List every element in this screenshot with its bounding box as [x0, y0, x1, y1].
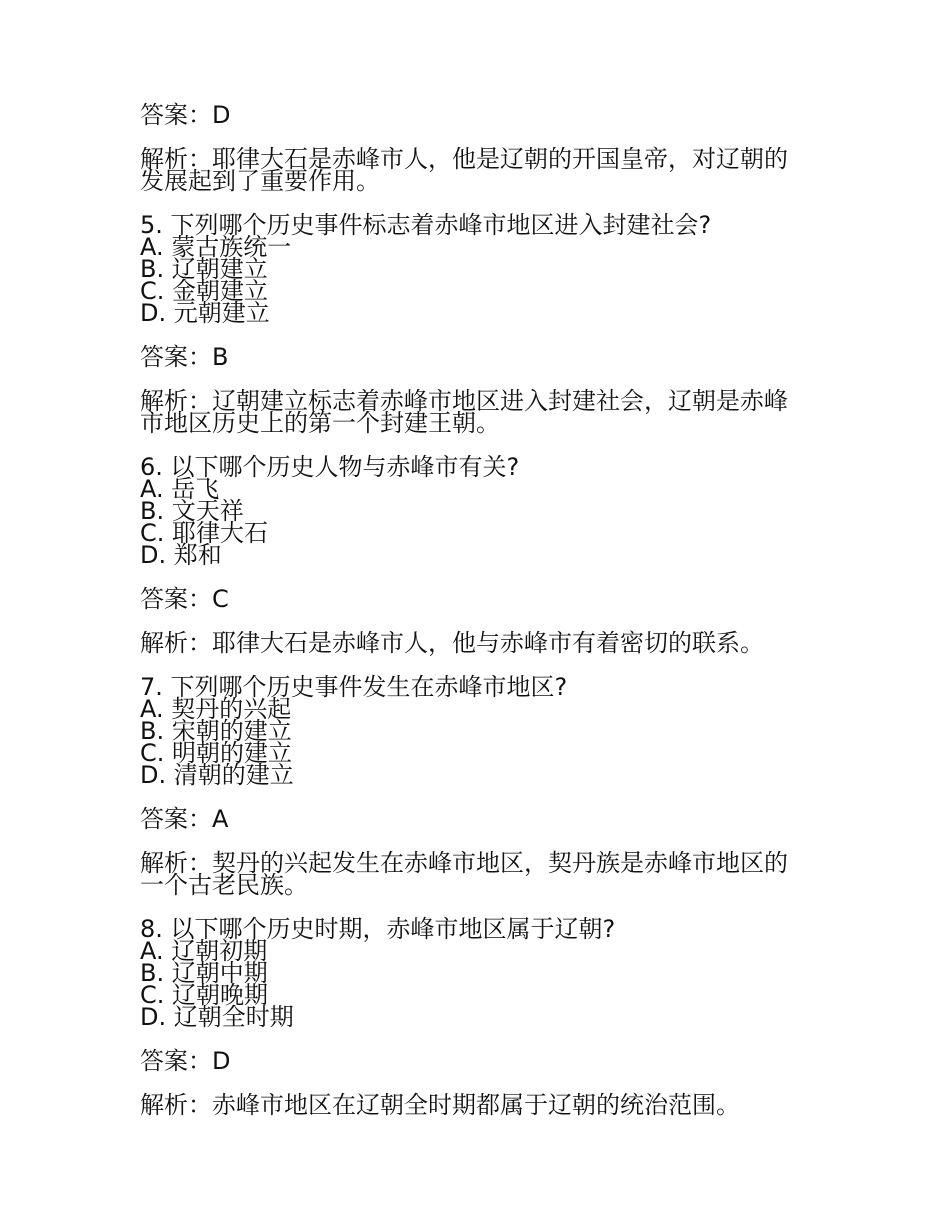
q8-answer: 答案：D [140, 1047, 231, 1075]
q6-option-c: C. 耶律大石 [140, 519, 269, 547]
q6-option-b: B. 文天祥 [140, 497, 244, 525]
q5-option-b: B. 辽朝建立 [140, 255, 268, 283]
q8-option-c: C. 辽朝晚期 [140, 981, 269, 1009]
q4-answer: 答案：D [140, 101, 231, 129]
q7-analysis-line-1: 解析：契丹的兴起发生在赤峰市地区，契丹族是赤峰市地区的 [140, 849, 788, 877]
q7-option-b: B. 宋朝的建立 [140, 717, 292, 745]
q6-answer: 答案：C [140, 585, 229, 613]
q6-option-d: D. 郑和 [140, 541, 222, 569]
q8-option-d: D. 辽朝全时期 [140, 1003, 294, 1031]
spacer [140, 1028, 830, 1050]
q8-analysis-line-1: 解析：赤峰市地区在辽朝全时期都属于辽朝的统治范围。 [140, 1091, 740, 1119]
q5-analysis-line-1: 解析：辽朝建立标志着赤峰市地区进入封建社会，辽朝是赤峰 [140, 387, 788, 415]
q6-option-a: A. 岳飞 [140, 475, 220, 503]
q7-question: 7. 下列哪个历史事件发生在赤峰市地区? [140, 673, 568, 701]
q5-option-a: A. 蒙古族统一 [140, 233, 292, 261]
q7-option-d: D. 清朝的建立 [140, 761, 294, 789]
q7-analysis-line-2: 一个古老民族。 [140, 871, 308, 899]
q7-answer: 答案：A [140, 805, 229, 833]
q8-option-a: A. 辽朝初期 [140, 937, 268, 965]
spacer [140, 566, 830, 588]
q7-option-c: C. 明朝的建立 [140, 739, 293, 767]
spacer [140, 786, 830, 808]
q7-option-a: A. 契丹的兴起 [140, 695, 292, 723]
document-page [140, 101, 830, 1119]
q8-question: 8. 以下哪个历史时期，赤峰市地区属于辽朝? [140, 915, 616, 943]
q4-analysis-line-1: 解析：耶律大石是赤峰市人，他是辽朝的开国皇帝，对辽朝的 [140, 145, 788, 173]
q5-option-c: C. 金朝建立 [140, 277, 269, 305]
q8-option-b: B. 辽朝中期 [140, 959, 268, 987]
q5-question: 5. 下列哪个历史事件标志着赤峰市地区进入封建社会? [140, 211, 712, 239]
q5-answer: 答案：B [140, 343, 229, 371]
q5-analysis-line-2: 市地区历史上的第一个封建王朝。 [140, 409, 500, 437]
q6-question: 6. 以下哪个历史人物与赤峰市有关? [140, 453, 520, 481]
q6-analysis-line-1: 解析：耶律大石是赤峰市人，他与赤峰市有着密切的联系。 [140, 629, 764, 657]
q4-analysis-line-2: 发展起到了重要作用。 [140, 167, 380, 195]
spacer [140, 324, 830, 346]
q5-option-d: D. 元朝建立 [140, 299, 270, 327]
